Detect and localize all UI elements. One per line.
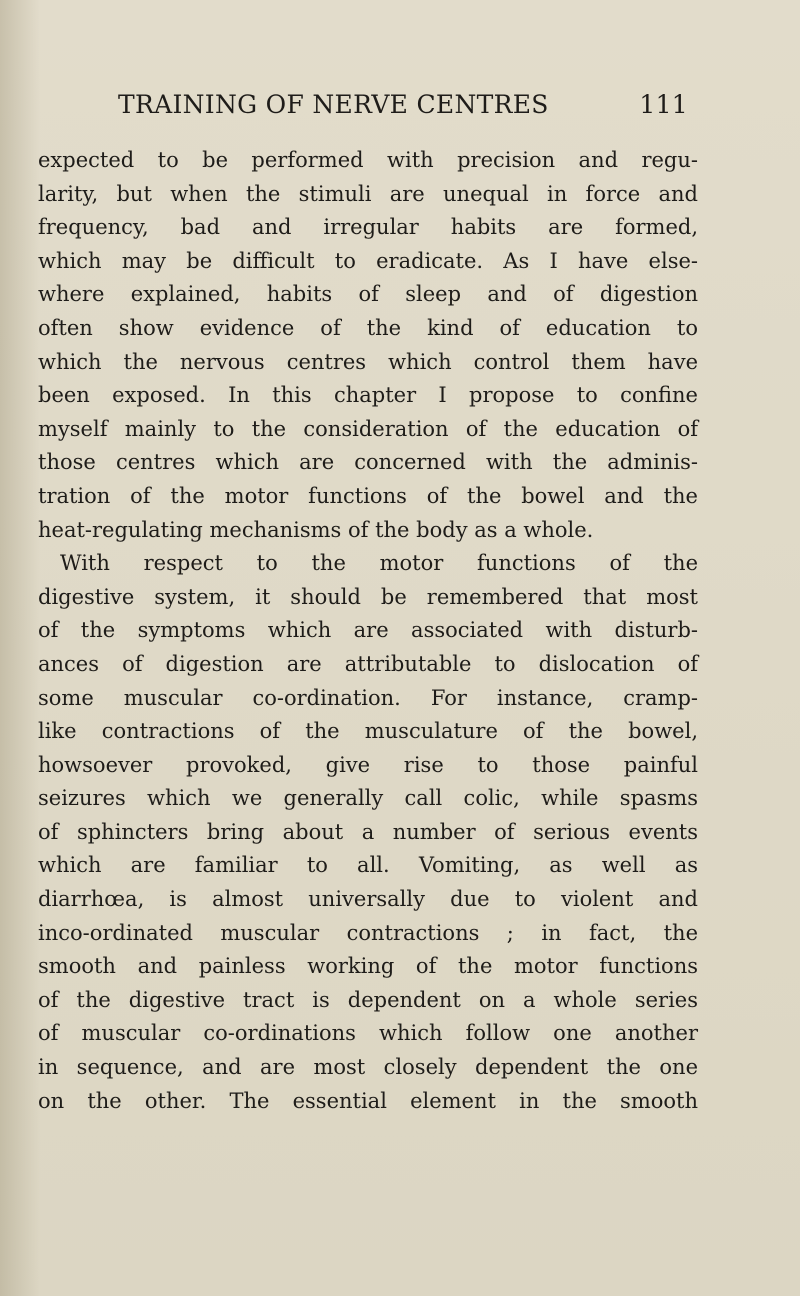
text-line: ances of digestion are attributable to dislocation of — [38, 651, 698, 676]
text-line: expected to be performed with precision and regu- — [38, 148, 698, 172]
text-line: in sequence, and are most closely dependent the one — [38, 1055, 698, 1080]
text-line: of sphincters bring about a number of serious events — [38, 819, 698, 844]
text-line: which the nervous centres which control them have — [38, 349, 698, 374]
text-line: been exposed. In this chapter I propose to confine — [38, 383, 698, 408]
text-line: those centres which are concerned with the adminis- — [38, 450, 698, 475]
paragraph-2 — [38, 547, 698, 1118]
text-line: where explained, habits of sleep and of digestion — [38, 282, 698, 307]
text-line: some muscular co-ordination. For instance, cramp- — [38, 685, 698, 710]
text-line: howsoever provoked, give rise to those painful — [38, 752, 698, 777]
text-line: which are familiar to all. Vomiting, as well as — [38, 853, 698, 878]
text-line: often show evidence of the kind of education to — [38, 315, 698, 340]
text-line: which may be difficult to eradicate. As I have else- — [38, 248, 698, 273]
paragraph-1 — [38, 144, 698, 547]
text-line: of the digestive tract is dependent on a whole series — [38, 987, 698, 1012]
text-line: With respect to the motor functions of the — [60, 551, 698, 576]
text-line: heat-regulating mechanisms of the body as a whole. — [38, 517, 594, 542]
text-line: on the other. The essential element in the smooth — [38, 1088, 698, 1113]
text-line: frequency, bad and irregular habits are formed, — [38, 215, 698, 240]
text-line: inco-ordinated muscular contractions ; in fact, the — [38, 920, 698, 945]
text-line: seizures which we generally call colic, while spasms — [38, 786, 698, 811]
running-title: TRAINING OF NERVE CENTRES — [118, 90, 549, 119]
text-line: like contractions of the musculature of the bowel, — [38, 719, 698, 744]
text-line: larity, but when the stimuli are unequal in force and — [38, 181, 698, 206]
text-line: tration of the motor functions of the bowel and the — [38, 483, 698, 508]
text-line: diarrhœa, is almost universally due to violent and — [38, 887, 698, 912]
body-text — [38, 144, 698, 1118]
page-header — [118, 86, 688, 126]
text-line: digestive system, it should be remembered that most — [38, 584, 698, 609]
page-number: 111 — [639, 90, 688, 119]
text-line: smooth and painless working of the motor functions — [38, 954, 698, 979]
text-line: myself mainly to the consideration of the education of — [38, 416, 698, 441]
text-line: of muscular co-ordinations which follow one another — [38, 1021, 698, 1046]
text-line: of the symptoms which are associated with disturb- — [38, 618, 698, 643]
